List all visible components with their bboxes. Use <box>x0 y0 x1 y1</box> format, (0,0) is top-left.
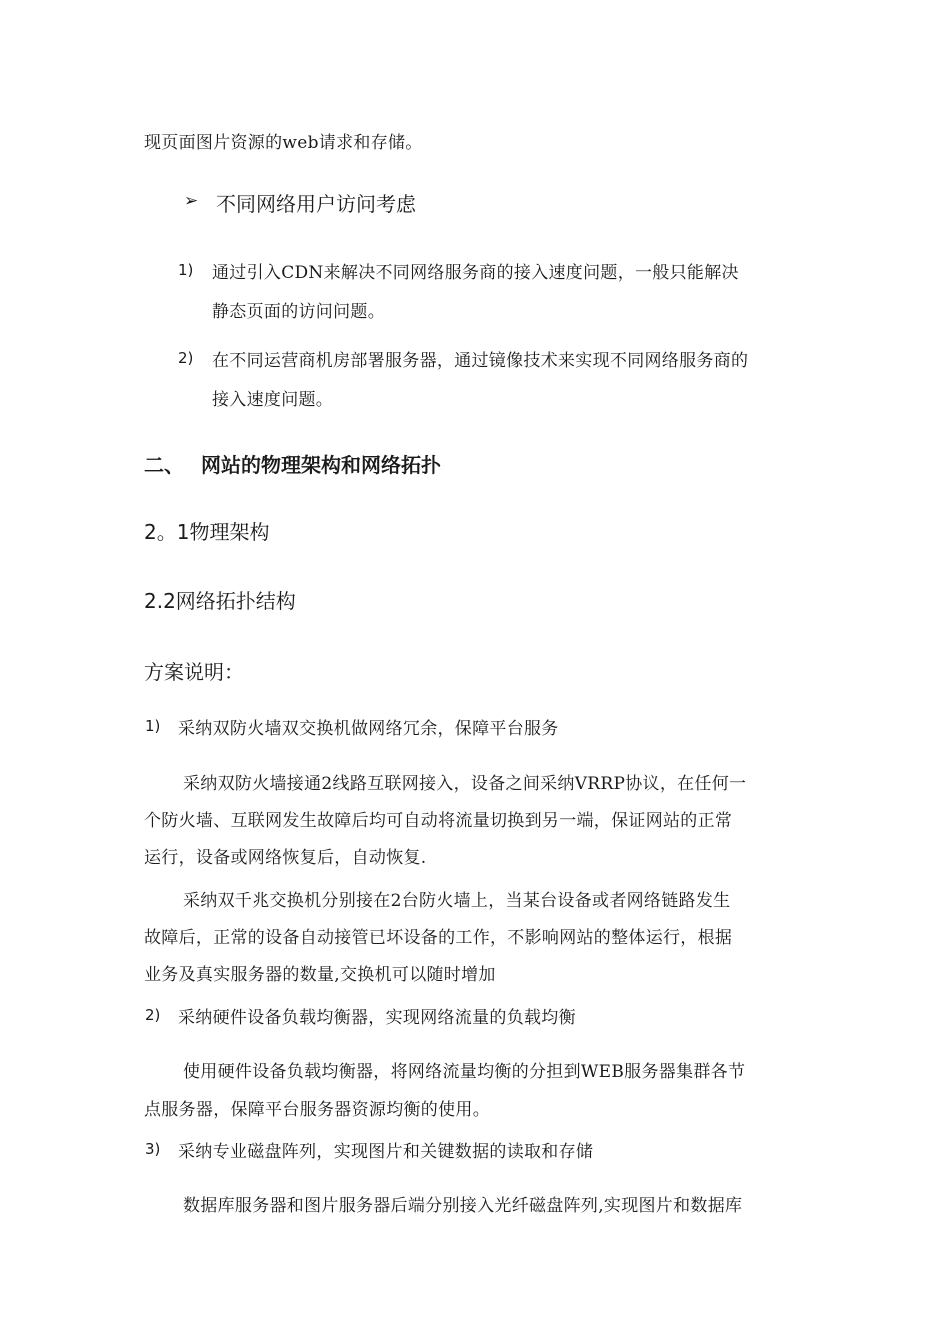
intro-line: 现页面图片资源的web请求和存储。 <box>144 133 423 153</box>
section-number: 二、 <box>144 453 184 477</box>
point-title: 采纳专业磁盘阵列，实现图片和关键数据的读取和存储 <box>178 1142 594 1162</box>
list-item-text: 在不同运营商机房部署服务器，通过镜像技术来实现不同网络服务商的 <box>212 351 749 371</box>
point-number: 2) <box>145 1006 161 1024</box>
paragraph-line: 点服务器，保障平台服务器资源均衡的使用。 <box>144 1100 490 1120</box>
point-title: 采纳双防火墙双交换机做网络冗余，保障平台服务 <box>178 719 559 739</box>
list-item-text: 通过引入CDN来解决不同网络服务商的接入速度问题，一般只能解决 <box>212 263 739 283</box>
paragraph-line: 业务及真实服务器的数量,交换机可以随时增加 <box>144 965 496 985</box>
paragraph-line: 运行，设备或网络恢复后，自动恢复. <box>144 848 427 868</box>
point-number: 3) <box>145 1140 161 1158</box>
subsection-heading: 2.2网络拓扑结构 <box>144 589 296 613</box>
section-title: 网站的物理架构和网络拓扑 <box>201 453 441 477</box>
list-item-text: 静态页面的访问问题。 <box>212 302 385 322</box>
bullet-heading: 不同网络用户访问考虑 <box>216 192 416 216</box>
subsection-heading: 2。1物理架构 <box>144 520 270 544</box>
paragraph-line: 采纳双千兆交换机分别接在2台防火墙上，当某台设备或者网络链路发生 <box>183 891 731 911</box>
list-item-text: 接入速度问题。 <box>212 390 334 410</box>
list-number: 2) <box>178 349 194 367</box>
scheme-heading: 方案说明： <box>144 660 244 684</box>
point-title: 采纳硬件设备负载均衡器，实现网络流量的负载均衡 <box>178 1008 576 1028</box>
list-number: 1) <box>178 261 194 279</box>
paragraph-line: 采纳双防火墙接通2线路互联网接入，设备之间采纳VRRP协议，在任何一 <box>183 774 747 794</box>
point-number: 1) <box>145 717 161 735</box>
paragraph-line: 数据库服务器和图片服务器后端分别接入光纤磁盘阵列,实现图片和数据库 <box>183 1196 743 1216</box>
paragraph-line: 故障后，正常的设备自动接管已坏设备的工作，不影响网站的整体运行，根据 <box>144 928 733 948</box>
paragraph-line: 使用硬件设备负载均衡器，将网络流量均衡的分担到WEB服务器集群各节 <box>183 1062 746 1082</box>
bullet-arrow-icon: ➢ <box>184 191 199 211</box>
paragraph-line: 个防火墙、互联网发生故障后均可自动将流量切换到另一端，保证网站的正常 <box>144 811 733 831</box>
